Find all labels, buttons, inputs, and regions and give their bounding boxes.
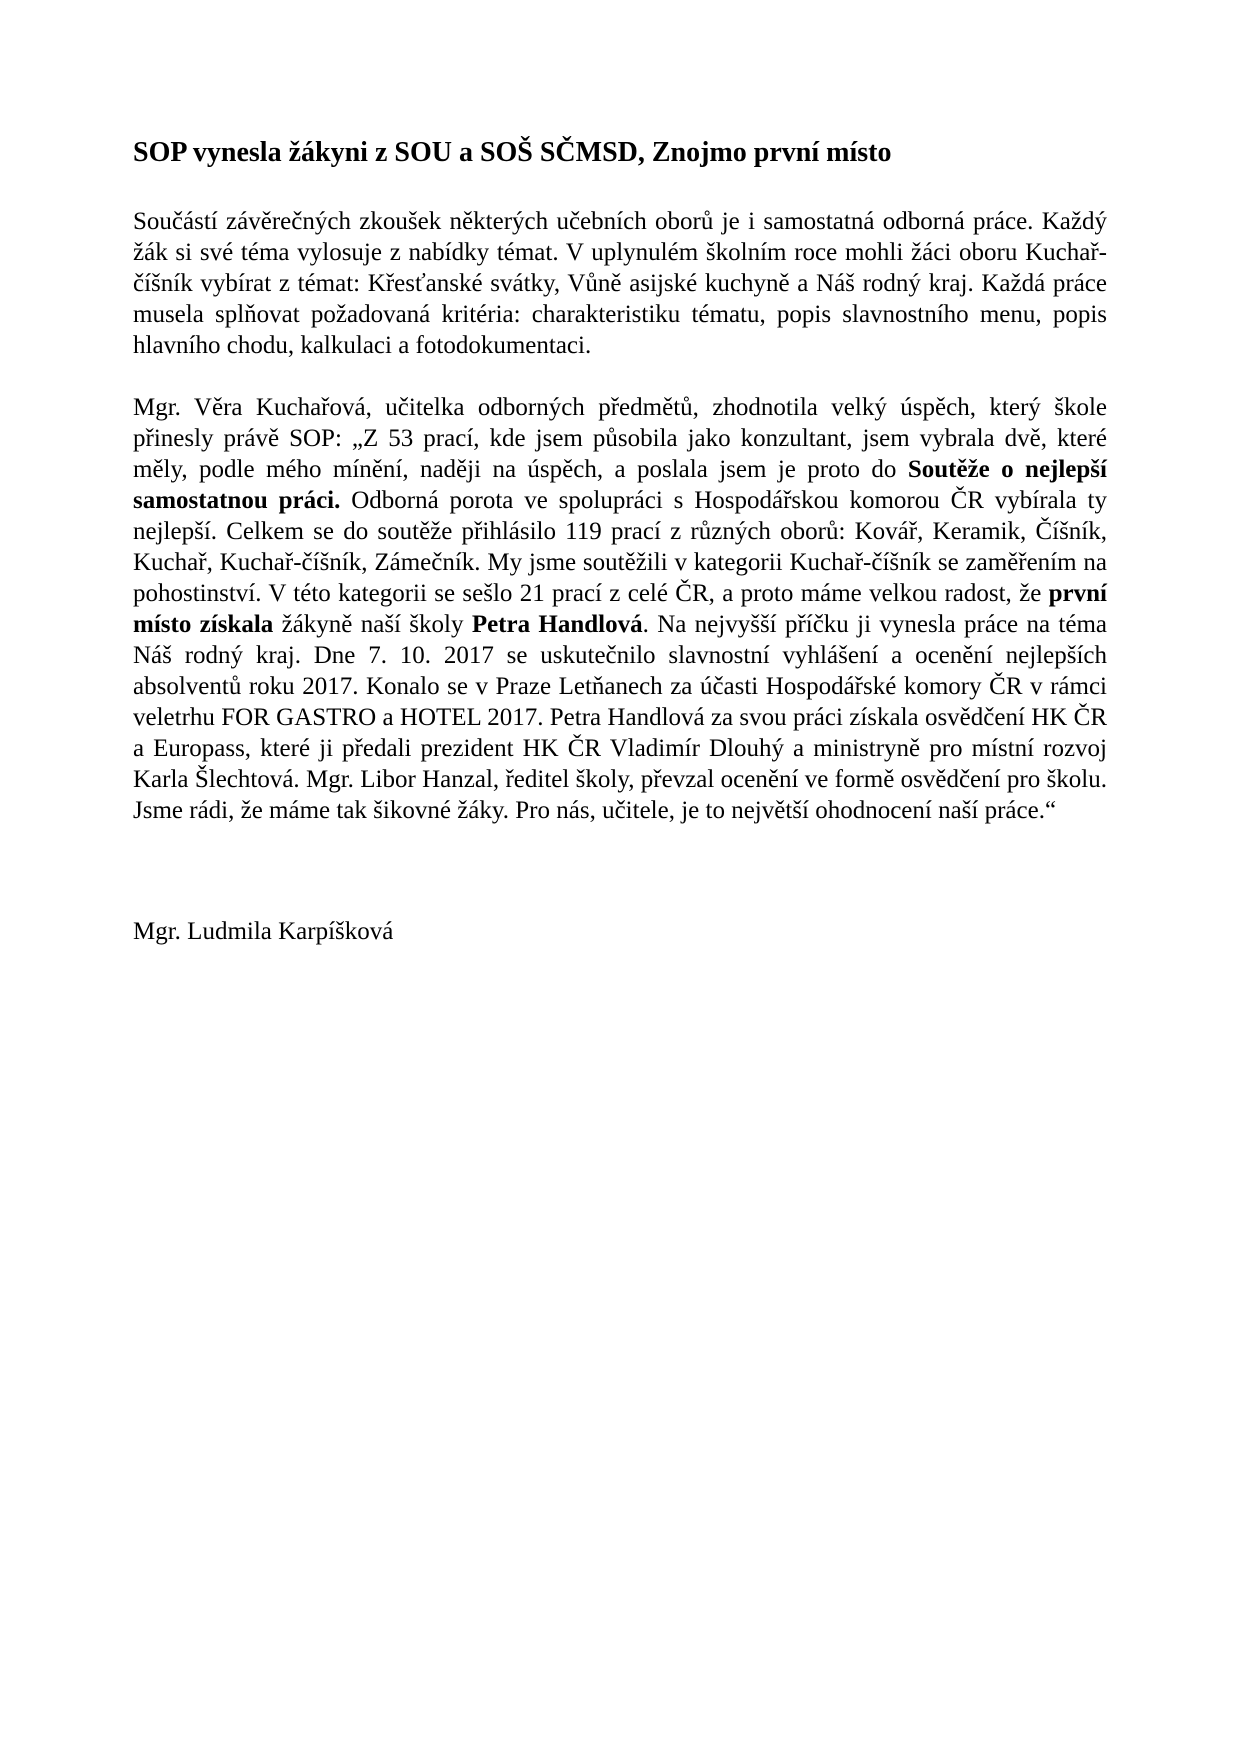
paragraph-2-bold-contest-name: Soutěže o nejlepší samostatnou práci. [133, 455, 1107, 514]
document-title: SOP vynesla žákyni z SOU a SOŠ SČMSD, Znojmo první místo [133, 137, 892, 168]
paragraph-2 [133, 392, 1107, 826]
document-content [133, 136, 1107, 947]
paragraph-2-segment: žákyně naší školy [273, 610, 472, 638]
paragraph-2-segment: . Na nejvyšší příčku ji vynesla práce na téma Náš rodný kraj. Dne 7. 10. 2017 se uskutečnilo slavnostní vyhlášení a ocenění nejlepších absolventů roku 2017. Konalo se v Praze Letňanech za účasti Hospodářské komory ČR v rámci veletrhu FOR GASTRO a HOTEL 2017. Petra Handlová za svou práci získala osvědčení HK ČR a Europass, které ji předali prezident HK ČR Vladimír Dlouhý a ministryně pro místní rozvoj Karla Šlechtová. Mgr. Libor Hanzal, ředitel školy, převzal ocenění ve formě osvědčení pro školu. Jsme rádi, že máme tak šikovné žáky. Pro nás, učitele, je to největší ohodnocení naší práce.“ [133, 610, 1107, 824]
paragraph-2-bold-student-name: Petra Handlová [471, 610, 643, 638]
paragraph-1: Součástí závěrečných zkoušek některých učebních oborů je i samostatná odborná práce. Každý žák si své téma vylosuje z nabídky témat. V uplynulém školním roce mohli žáci oboru Kuchař-číšník vybírat z témat: Křesťanské svátky, Vůně asijské kuchyně a Náš rodný kraj. Každá práce musela splňovat požadovaná kritéria: charakteristiku tématu, popis slavnostního menu, popis hlavního chodu, kalkulaci a fotodokumentaci. [133, 207, 1107, 359]
paragraph-2-segment: Odborná porota ve spolupráci s Hospodářskou komorou ČR vybírala ty nejlepší. Celkem se do soutěže přihlásilo 119 prací z různých oborů: Kovář, Keramik, Číšník, Kuchař, Kuchař-číšník, Zámečník. My jsme soutěžili v kategorii Kuchař-číšník se zaměřením na pohostinství. V této kategorii se sešlo 21 prací z celé ČR, a proto máme velkou radost, že [133, 486, 1107, 607]
paragraph-2-bold-first-place: první místo získala [133, 579, 1107, 638]
paragraph-2-segment: Mgr. Věra Kuchařová, učitelka odborných předmětů, zhodnotila velký úspěch, který škole přinesly právě SOP: „Z 53 prací, kde jsem působila jako konzultant, jsem vybrala dvě, které měly, podle mého mínění, naději na úspěch, a poslala jsem je proto do [133, 393, 1107, 483]
signature-line: Mgr. Ludmila Karpíšková [133, 917, 394, 945]
